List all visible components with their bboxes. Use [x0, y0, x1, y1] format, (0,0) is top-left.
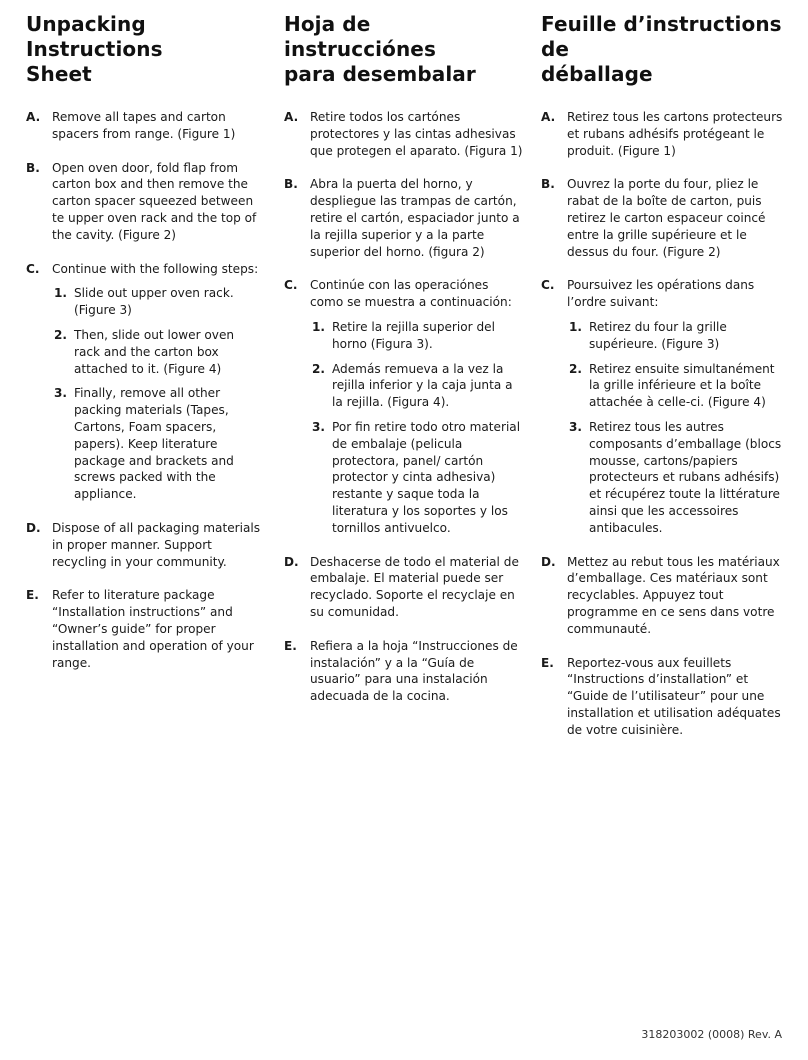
step-letter: A.	[26, 110, 41, 124]
substep-2	[569, 361, 785, 411]
step-c	[541, 277, 785, 536]
step-text: Mettez au rebut tous les matériaux d’emballage. Ces matériaux sont recyclables. Appuyez tout programme en ce sens dans votre communauté.	[567, 554, 780, 636]
step-text: Ouvrez la porte du four, pliez le rabat de la boîte de carton, puis retirez le carton espaceur coincé entre la grille supérieure et le dessus du four. (Figure 2)	[567, 177, 766, 259]
substep-2	[312, 361, 524, 411]
column-french	[541, 12, 785, 756]
step-e	[284, 638, 524, 705]
column-title: Feuille d’instructions de déballage	[541, 12, 782, 86]
substep-text: Finally, remove all other packing materials (Tapes, Cartons, Foam spacers, papers). Keep literature package and brackets and screws packed with the appliance.	[74, 386, 234, 502]
step-letter: E.	[26, 588, 39, 603]
substep-1	[312, 319, 524, 353]
substep-number: 3.	[54, 386, 68, 401]
substep-text: Además remueva a la vez la rejilla inferior y la caja junta a la rejilla. (Figura 4).	[332, 361, 513, 410]
step-text: Reportez-vous aux feuillets “Instructions d’installation” et “Guide de l’utilisateur” pour une installation et utilisation adéquates de votre cuisinière.	[567, 655, 781, 737]
substep-2	[54, 327, 262, 377]
step-b	[26, 160, 262, 244]
step-text: Abra la puerta del horno, y despliegue las trampas de cartón, retire el cartón, espaciador junto a la rejilla superior y a la parte superior del horno. (figura 2)	[310, 177, 520, 259]
substep-text: Por fin retire todo otro material de embalaje (pelicula protectora, panel/ cartón protector y cinta adhesiva) restante y saque toda la literatura y los soportes y los tornillos antivuelco.	[332, 419, 521, 535]
substep-number: 3.	[569, 419, 583, 434]
substep-text: Retirez tous les autres composants d’emballage (blocs mousse, cartons/papiers protecteurs et rubans adhésifs) et récupérez toute la littérature ainsi que les accessoires antibacules.	[589, 419, 782, 535]
substep-text: Retirez du four la grille supérieure. (Figure 3)	[589, 319, 727, 351]
substep-number: 1.	[312, 319, 326, 334]
substep-list	[310, 319, 524, 537]
column-spanish	[284, 12, 524, 722]
step-text: Deshacerse de todo el material de embalaje. El material puede ser recyclado. Soporte el recyclaje en su comunidad.	[310, 554, 519, 619]
step-letter: C.	[26, 261, 40, 276]
column-title: Hoja de instrucciónes para desembalar	[284, 12, 476, 86]
step-text: Retirez tous les cartons protecteurs et rubans adhésifs protégeant le produit. (Figure 1)	[567, 110, 783, 158]
step-c	[26, 261, 262, 503]
substep-text: Retirez ensuite simultanément la grille inférieure et la boîte attachée à celle-ci. (Figure 4)	[589, 361, 775, 410]
step-letter: B.	[26, 160, 40, 175]
step-text: Poursuivez les opérations dans l’ordre suivant:	[567, 278, 755, 310]
step-letter: D.	[26, 520, 41, 535]
substep-text: Slide out upper oven rack. (Figure 3)	[74, 286, 234, 318]
step-d	[26, 520, 262, 570]
step-letter: B.	[284, 177, 298, 192]
step-text: Open oven door, fold flap from carton box and then remove the carton spacer squeezed between te upper oven rack and the top of the cavity. (Figure 2)	[52, 160, 257, 242]
step-text: Refiera a la hoja “Instrucciones de instalación” y a la “Guía de usuario” para una instalación adecuada de la cocina.	[310, 638, 518, 704]
step-a	[284, 109, 524, 159]
step-text: Refer to literature package “Installation instructions” and “Owner’s guide” for proper installation and operation of your range.	[52, 588, 254, 670]
step-a	[541, 109, 785, 159]
step-letter: A.	[284, 110, 299, 124]
substep-number: 2.	[54, 327, 68, 342]
step-d	[541, 554, 785, 638]
substep-list	[52, 285, 262, 503]
step-letter: D.	[284, 554, 299, 569]
substep-3	[569, 419, 785, 537]
step-letter: B.	[541, 177, 555, 192]
step-b	[541, 176, 785, 260]
substep-number: 1.	[54, 286, 68, 301]
substep-1	[54, 285, 262, 319]
document-code: 318203002 (0008) Rev. A	[641, 1028, 782, 1041]
substep-text: Then, slide out lower oven rack and the carton box attached to it. (Figure 4)	[74, 327, 235, 376]
step-a	[26, 109, 262, 143]
substep-3	[54, 385, 262, 503]
step-letter: D.	[541, 554, 556, 569]
substep-number: 1.	[569, 319, 583, 334]
column-title: Unpacking Instructions Sheet	[26, 12, 163, 86]
step-text: Dispose of all packaging materials in proper manner. Support recycling in your community.	[52, 520, 261, 569]
substep-number: 3.	[312, 419, 326, 434]
step-text: Remove all tapes and carton spacers from range. (Figure 1)	[52, 110, 236, 141]
substep-text: Retire la rejilla superior del horno (Figura 3).	[332, 319, 495, 351]
step-letter: C.	[541, 278, 555, 293]
step-e	[26, 587, 262, 671]
step-letter: C.	[284, 278, 298, 293]
step-text: Continue with the following steps:	[52, 261, 259, 276]
substep-1	[569, 319, 785, 353]
step-c	[284, 277, 524, 536]
step-letter: E.	[284, 638, 297, 653]
step-d	[284, 554, 524, 621]
substep-list	[567, 319, 785, 537]
substep-number: 2.	[569, 361, 583, 376]
step-letter: E.	[541, 655, 554, 670]
substep-number: 2.	[312, 361, 326, 376]
substep-3	[312, 419, 524, 537]
step-e	[541, 655, 785, 739]
step-letter: A.	[541, 110, 556, 124]
column-english	[26, 12, 262, 688]
step-text: Retire todos los cartónes protectores y las cintas adhesivas que protegen el aparato. (Figura 1)	[310, 110, 523, 158]
step-b	[284, 176, 524, 260]
step-text: Continúe con las operaciónes como se muestra a continuación:	[310, 278, 512, 310]
